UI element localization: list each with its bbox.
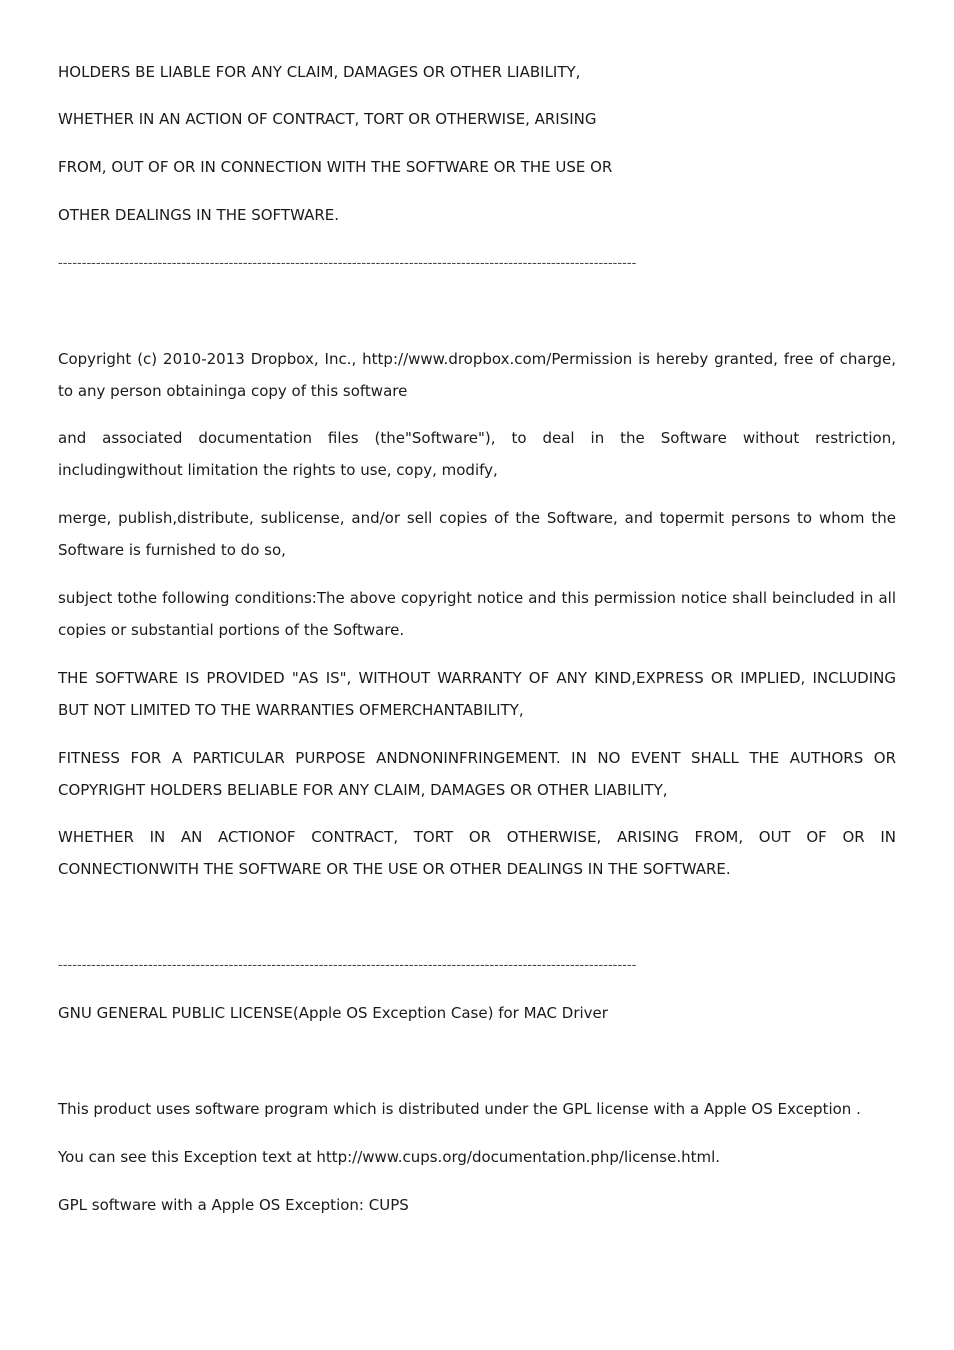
license-text-line: FROM, OUT OF OR IN CONNECTION WITH THE SOFTWARE OR THE USE OR — [58, 158, 613, 176]
gpl-text-line: You can see this Exception text at http://www.cups.org/documentation.php/license.html. — [58, 1148, 721, 1166]
dropbox-license-paragraph: subject tothe following conditions:The above copyright notice and this permission notice shall beincluded in all copies or substantial portions of the Software. — [58, 589, 896, 639]
dropbox-license-paragraph: Copyright (c) 2010-2013 Dropbox, Inc., http://www.dropbox.com/Permission is hereby granted, free of charge, to any person obtaininga copy of this software — [58, 350, 896, 400]
dropbox-license-paragraph: WHETHER IN AN ACTIONOF CONTRACT, TORT OR OTHERWISE, ARISING FROM, OUT OF OR IN CONNECTIONWITH THE SOFTWARE OR THE USE OR OTHER DEALINGS IN THE SOFTWARE. — [58, 828, 896, 878]
license-text-line: WHETHER IN AN ACTION OF CONTRACT, TORT OR OTHERWISE, ARISING — [58, 110, 597, 128]
gpl-heading: GNU GENERAL PUBLIC LICENSE(Apple OS Exception Case) for MAC Driver — [58, 1004, 608, 1022]
dropbox-license-paragraph: and associated documentation files (the"Software"), to deal in the Software without restriction, includingwithout limitation the rights to use, copy, modify, — [58, 429, 896, 479]
dropbox-license-paragraph: FITNESS FOR A PARTICULAR PURPOSE ANDNONINFRINGEMENT. IN NO EVENT SHALL THE AUTHORS OR COPYRIGHT HOLDERS BELIABLE FOR ANY CLAIM, DAMAGES OR OTHER LIABILITY, — [58, 749, 896, 799]
license-text-line: OTHER DEALINGS IN THE SOFTWARE. — [58, 206, 340, 224]
dropbox-license-paragraph: merge, publish,distribute, sublicense, and/or sell copies of the Software, and topermit persons to whom the Software is furnished to do so, — [58, 509, 896, 559]
dropbox-license-paragraph: THE SOFTWARE IS PROVIDED "AS IS", WITHOUT WARRANTY OF ANY KIND,EXPRESS OR IMPLIED, INCLUDING BUT NOT LIMITED TO THE WARRANTIES OFMERCHANTABILITY, — [58, 669, 896, 719]
gpl-text-line: GPL software with a Apple OS Exception: CUPS — [58, 1196, 409, 1214]
section-separator: -------------------------------------------------------------------------------------------------------------------------- — [58, 958, 637, 973]
section-separator: -------------------------------------------------------------------------------------------------------------------------- — [58, 256, 637, 271]
license-text-line: HOLDERS BE LIABLE FOR ANY CLAIM, DAMAGES OR OTHER LIABILITY, — [58, 63, 581, 81]
gpl-text-line: This product uses software program which is distributed under the GPL license with a Apple OS Exception . — [58, 1100, 861, 1118]
